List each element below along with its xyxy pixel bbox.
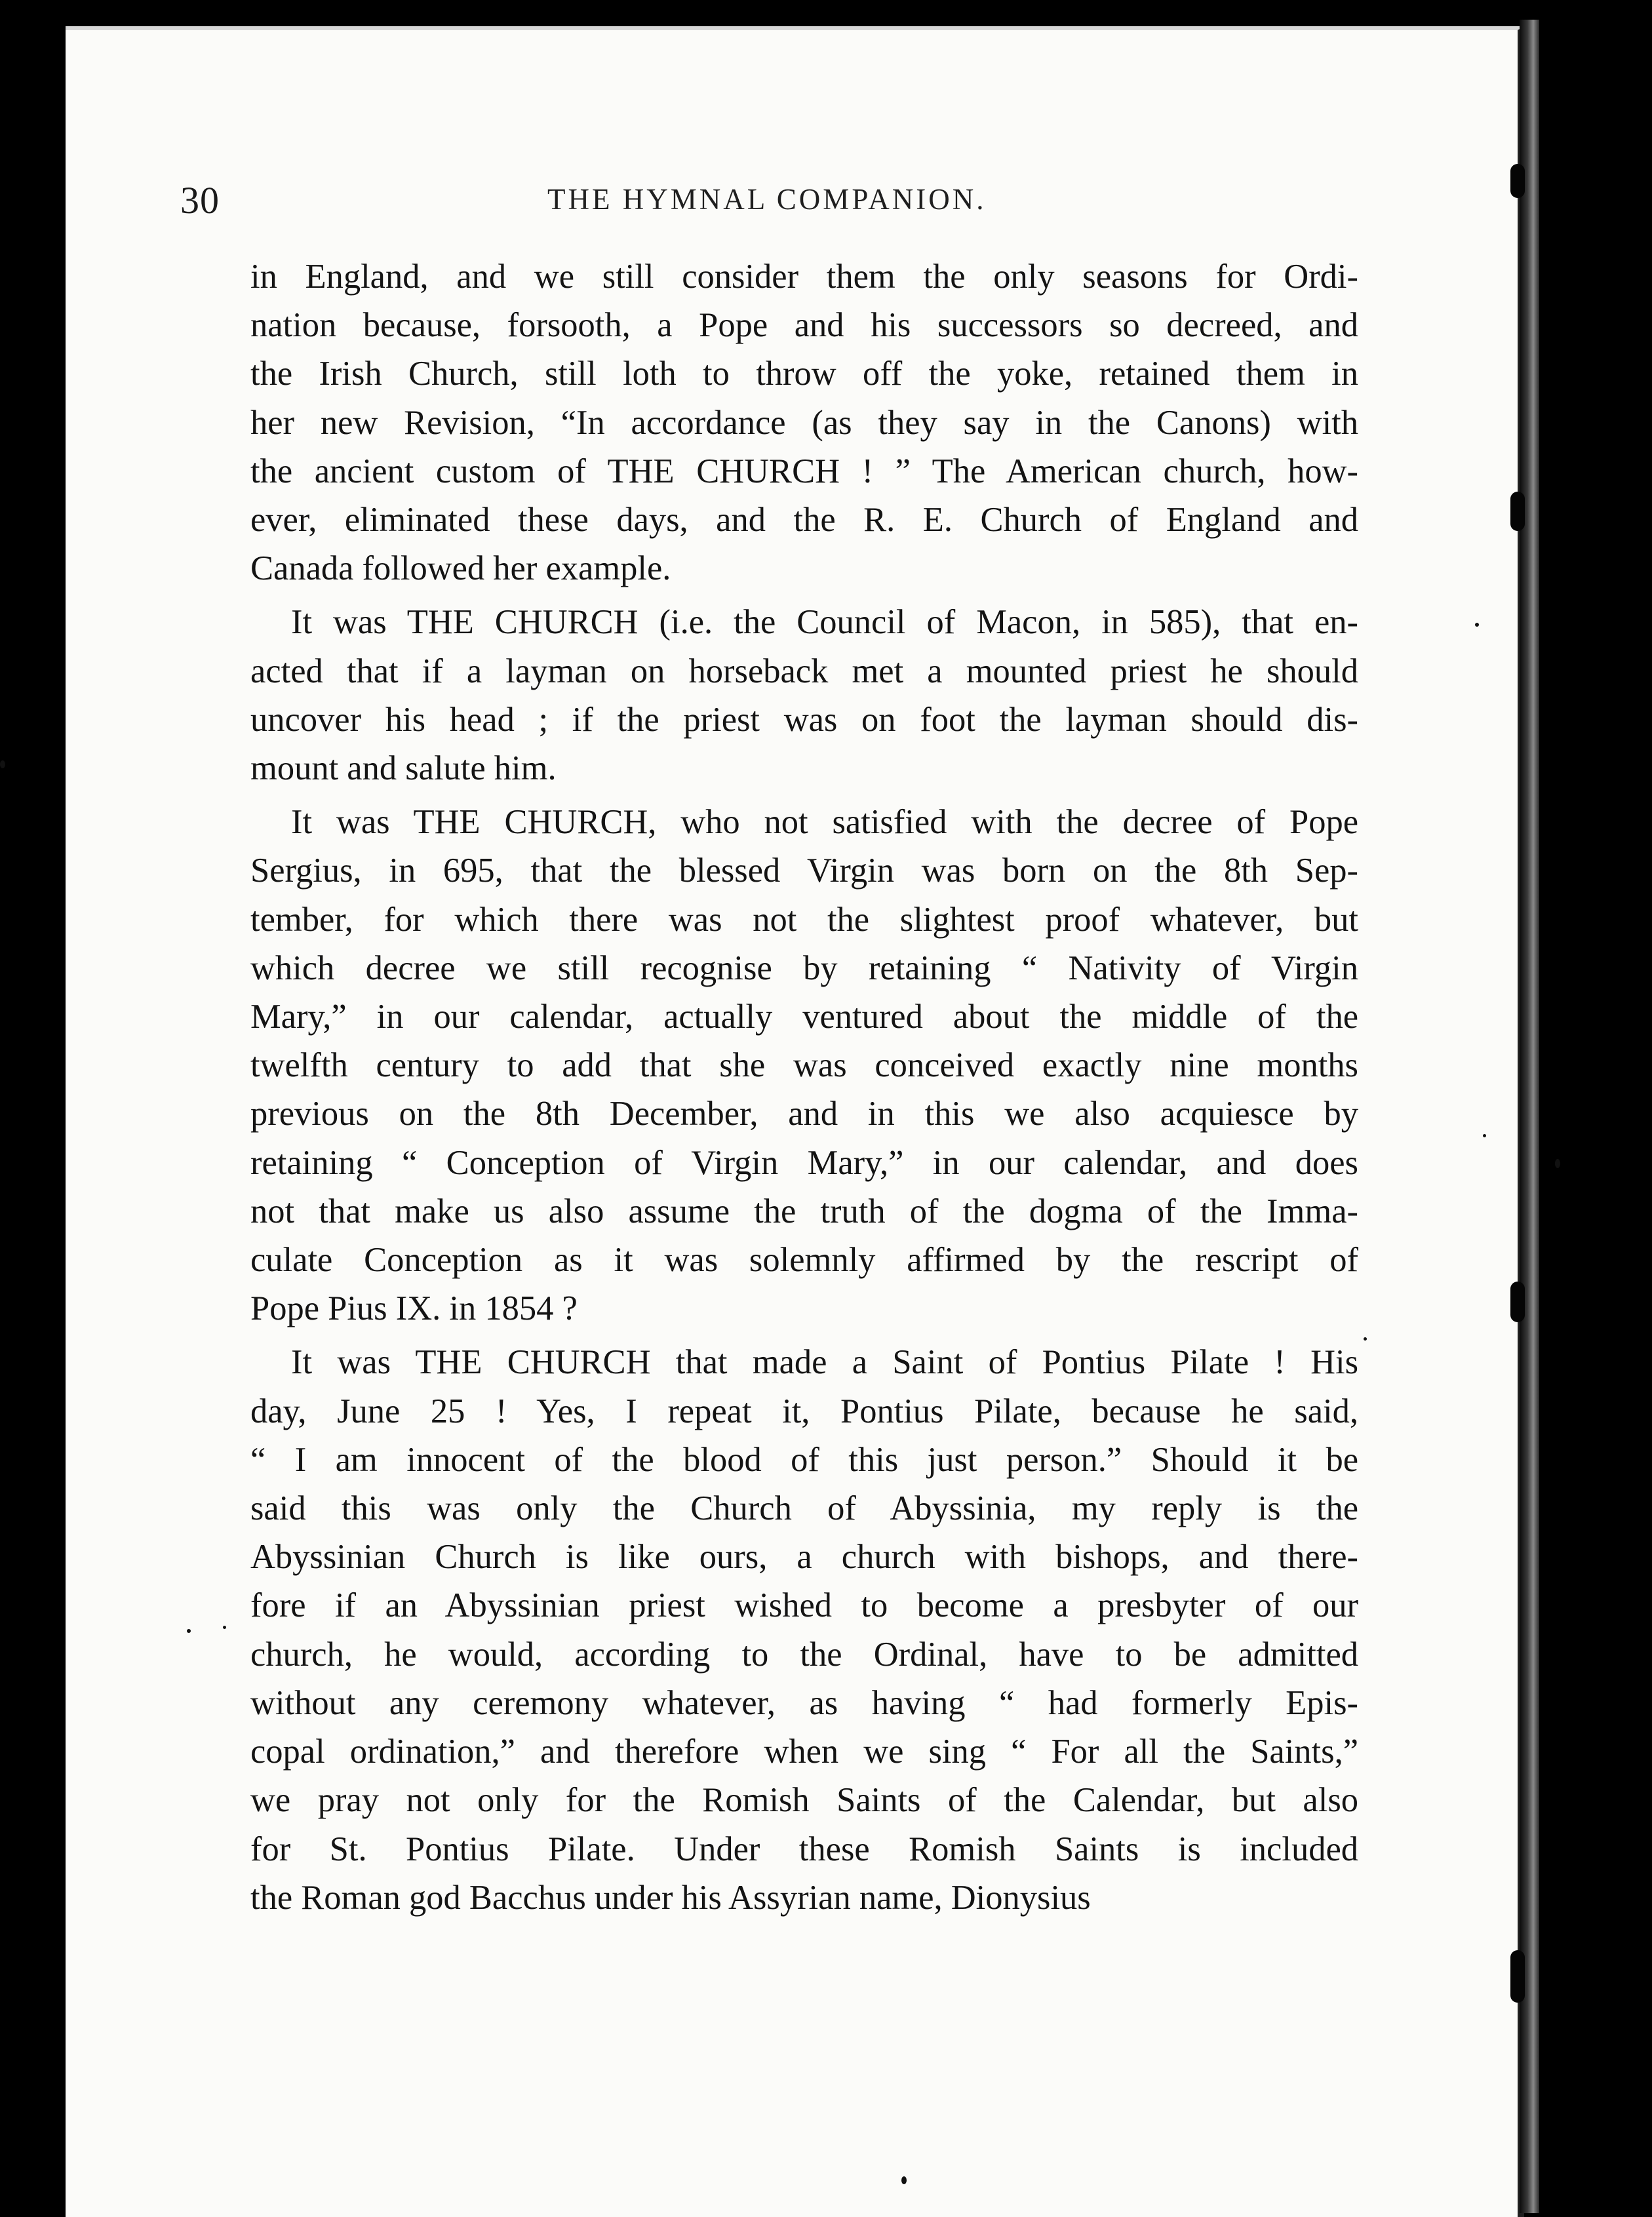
text-line: previous on the 8th December, and in this we also acquiesce by <box>250 1095 1358 1133</box>
text-line: church, he would, according to the Ordinal, have to be admitted <box>250 1635 1358 1674</box>
binding-hole-mark <box>1510 1950 1525 2003</box>
paragraph-gap <box>250 593 1358 598</box>
text-line: we pray not only for the Romish Saints of the Calendar, but also <box>250 1781 1358 1820</box>
body-text <box>250 252 1358 1922</box>
paragraph <box>250 1338 1358 1921</box>
paragraph <box>250 252 1358 593</box>
text-line: in England, and we still consider them the only seasons for Ordi- <box>250 258 1358 296</box>
text-line: culate Conception as it was solemnly affirmed by the rescript of <box>250 1241 1358 1280</box>
text-line: It was THE CHURCH (i.e. the Council of Macon, in 585), that en- <box>291 603 1358 642</box>
scan-speck <box>1483 1134 1486 1137</box>
text-line: twelfth century to add that she was conceived exactly nine months <box>250 1046 1358 1085</box>
text-line: for St. Pontius Pilate. Under these Romish Saints is included <box>250 1830 1358 1868</box>
paragraph-gap <box>250 1333 1358 1338</box>
scan-speck <box>1555 1159 1560 1168</box>
running-head: THE HYMNAL COMPANION. <box>547 183 987 216</box>
binding-hole-mark <box>1510 1282 1525 1322</box>
scan-speck <box>901 2176 907 2184</box>
text-line: uncover his head ; if the priest was on foot the layman should dis- <box>250 700 1358 739</box>
text-line: retaining “ Conception of Virgin Mary,” in our calendar, and does <box>250 1143 1358 1182</box>
scan-speck <box>0 760 5 768</box>
text-line: her new Revision, “In accordance (as they say in the Canons) with <box>250 403 1358 442</box>
text-line: It was THE CHURCH, who not satisfied with the decree of Pope <box>291 803 1358 842</box>
paragraph <box>250 798 1358 1333</box>
text-line: tember, for which there was not the slightest proof whatever, but <box>250 900 1358 939</box>
binding-hole-mark <box>1510 164 1525 198</box>
text-line: nation because, forsooth, a Pope and his successors so decreed, and <box>250 306 1358 345</box>
text-line: ever, eliminated these days, and the R. E. Church of England and <box>250 501 1358 540</box>
text-line: fore if an Abyssinian priest wished to become a presbyter of our <box>250 1586 1358 1625</box>
paragraph <box>250 598 1358 793</box>
text-line: said this was only the Church of Abyssinia, my reply is the <box>250 1489 1358 1528</box>
text-line: Pope Pius IX. in 1854 ? <box>250 1289 578 1328</box>
text-line: mount and salute him. <box>250 749 557 788</box>
text-line: It was THE CHURCH that made a Saint of Pontius Pilate ! His <box>291 1343 1358 1382</box>
scan-speck <box>223 1626 226 1629</box>
text-line: without any ceremony whatever, as having “ had formerly Epis- <box>250 1683 1358 1722</box>
text-line: the ancient custom of THE CHURCH ! ” The American church, how- <box>250 452 1358 490</box>
page-number: 30 <box>180 179 220 222</box>
text-line: which decree we still recognise by retaining “ Nativity of Virgin <box>250 949 1358 987</box>
paragraph-gap <box>250 793 1358 798</box>
text-line: not that make us also assume the truth of the dogma of the Imma- <box>250 1192 1358 1230</box>
scan-speck <box>187 1629 191 1633</box>
text-line: Abyssinian Church is like ours, a church with bishops, and there- <box>250 1538 1358 1577</box>
text-line: the Roman god Bacchus under his Assyrian name, Dionysius <box>250 1878 1091 1917</box>
text-line: Sergius, in 695, that the blessed Virgin was born on the 8th Sep- <box>250 852 1358 890</box>
text-line: Mary,” in our calendar, actually ventured about the middle of the <box>250 998 1358 1036</box>
scan-speck <box>1475 623 1479 627</box>
scan-speck <box>1364 1337 1367 1341</box>
binding-hole-mark <box>1510 492 1525 531</box>
text-line: day, June 25 ! Yes, I repeat it, Pontius Pilate, because he said, <box>250 1392 1358 1430</box>
text-line: the Irish Church, still loth to throw off the yoke, retained them in <box>250 355 1358 393</box>
page-header <box>180 178 1373 231</box>
page-edge-shadow <box>1520 20 1539 2213</box>
text-line: copal ordination,” and therefore when we sing “ For all the Saints,” <box>250 1733 1358 1771</box>
text-line: “ I am innocent of the blood of this just person.” Should it be <box>250 1440 1358 1479</box>
text-line: Canada followed her example. <box>250 549 671 588</box>
text-line: acted that if a layman on horseback met a mounted priest he should <box>250 652 1358 690</box>
